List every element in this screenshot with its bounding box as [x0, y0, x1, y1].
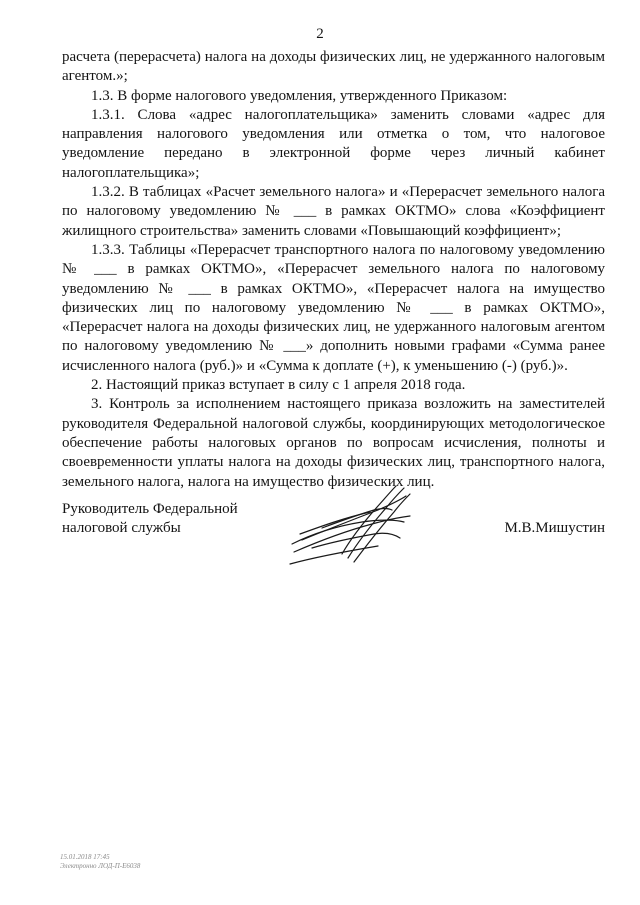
handwritten-signature: [282, 482, 432, 572]
page-number: 2: [316, 26, 324, 42]
document-footer: [60, 853, 140, 871]
footer-timestamp: 15.01.2018 17:45: [60, 853, 110, 861]
paragraph-continuation: расчета (перерасчета) налога на доходы физических лиц, не удержанного налоговым агентом.»;: [62, 49, 605, 85]
signer-title-line-1: Руководитель Федеральной: [62, 501, 238, 517]
paragraph-3: 3. Контроль за исполнением настоящего приказа возложить на заместителей руководителя Федеральной налоговой службы, координирующих методологическое обеспечение работы налоговых органов по вопросам исчисления, полноты и своевременности уплаты налога на доходы физических лиц, транспортного налога, земельного налога, налога на имущество физических лиц.: [62, 396, 605, 490]
signer-name: М.В.Мишустин: [504, 520, 605, 536]
paragraph-2: 2. Настоящий приказ вступает в силу с 1 апреля 2018 года.: [91, 377, 466, 394]
footer-registration: Электронно ЛОД-П-Е6038: [60, 862, 141, 870]
paragraph-1-3: 1.3. В форме налогового уведомления, утвержденного Приказом:: [91, 87, 508, 104]
paragraph-1-3-1: 1.3.1. Слова «адрес налогоплательщика» заменить словами «адрес для направления налогового уведомления или отметка о том, что налоговое уведомление передано в электронной форме через личный кабинет налогоплательщика»;: [62, 106, 605, 181]
document-body: [62, 48, 605, 492]
signer-title-line-2: налоговой службы: [62, 520, 181, 537]
paragraph-1-3-2: 1.3.2. В таблицах «Расчет земельного налога» и «Перерасчет земельного налога по налоговому уведомлению № ___ в рамках ОКТМО» слова «Коэффициент жилищного строительства» заменить словами «Повышающий коэффициент»;: [62, 184, 605, 239]
paragraph-1-3-3: 1.3.3. Таблицы «Перерасчет транспортного налога по налоговому уведомлению № ___ в рамках ОКТМО», «Перерасчет земельного налога по налоговому уведомлению № ___ в рамках ОКТМО», «Перерасчет налога на имущество физических лиц по налоговому уведомлению № ___ в рамках ОКТМО», «Перерасчет налога на доходы физических лиц, не удержанного налоговым агентом по налоговому уведомлению № ___» дополнить новыми графами «Сумма ранее исчисленного налога (руб.)» и «Сумма к доплате (+), к уменьшению (-) (руб.)».: [62, 241, 605, 374]
signer-title: [62, 500, 262, 539]
signature-block: [62, 500, 605, 580]
